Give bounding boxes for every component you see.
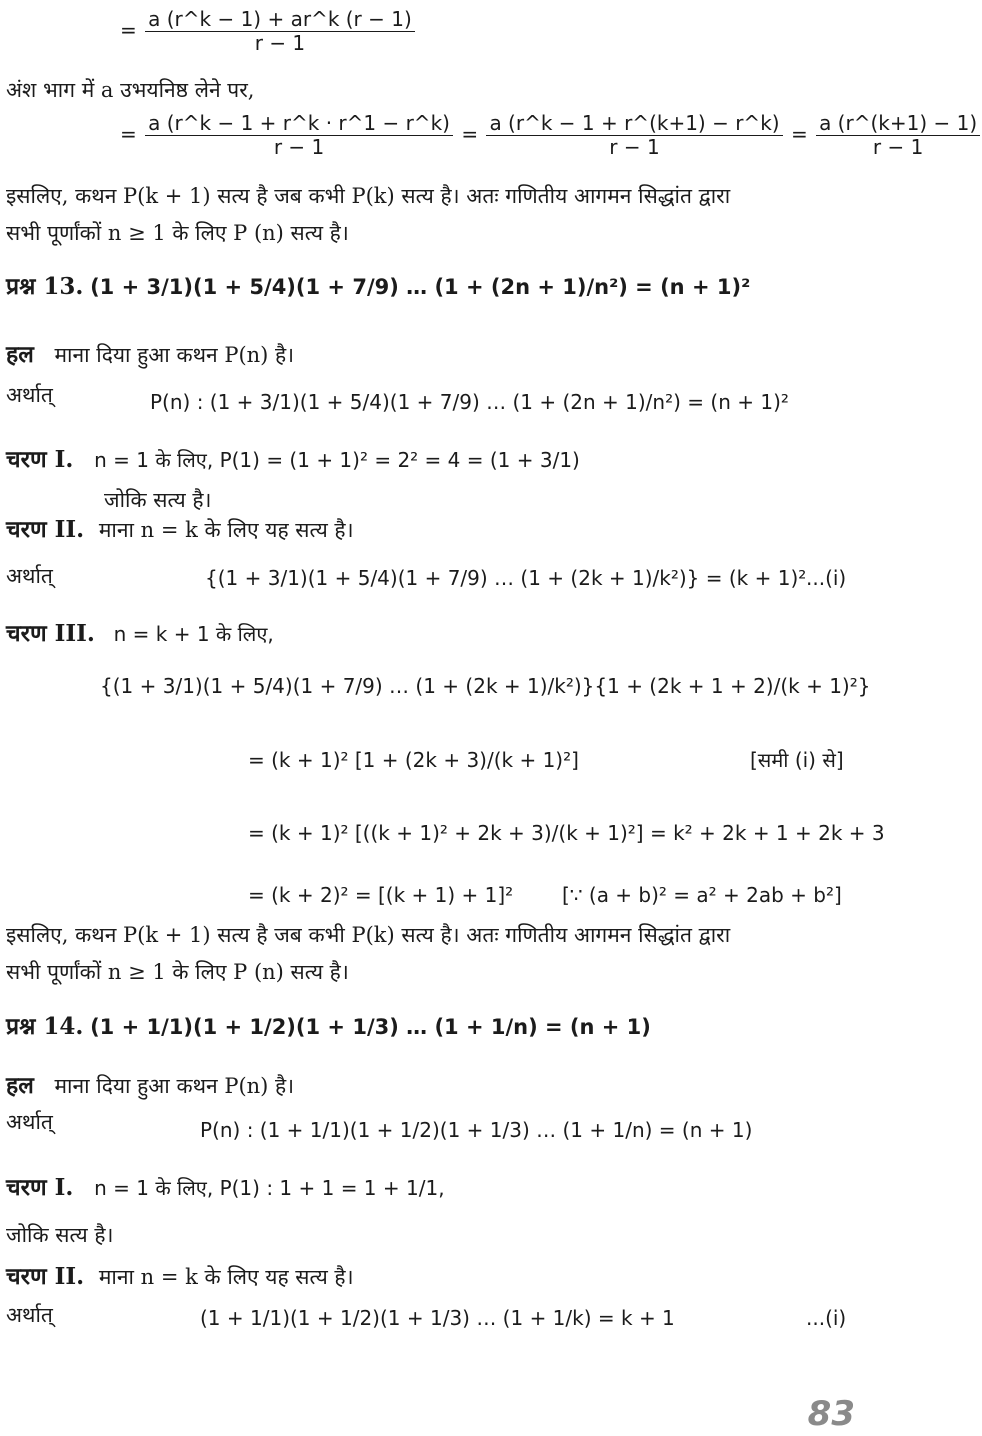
text-line: अंश भाग में a उभयनिष्ठ लेने पर, bbox=[6, 78, 255, 102]
equals-sign: = bbox=[790, 122, 808, 146]
arthat-label: अर्थात् bbox=[6, 1110, 53, 1134]
step-text: माना n = k के लिए यह सत्य है। bbox=[98, 1265, 354, 1289]
step-1-true: जोकि सत्य है। bbox=[104, 488, 212, 512]
step-text: n = 1 के लिए, P(1) = (1 + 1)² = 2² = 4 = (1 + 3/1) bbox=[94, 448, 580, 472]
equation-line-3 bbox=[120, 112, 982, 159]
step-label: चरण III. bbox=[6, 620, 95, 647]
denominator: r − 1 bbox=[609, 135, 660, 159]
fraction bbox=[145, 8, 415, 55]
equation-line-1 bbox=[120, 8, 417, 55]
question-14 bbox=[6, 1015, 651, 1038]
arthat-label: अर्थात् bbox=[6, 1303, 53, 1327]
statement-pn: P(n) : (1 + 3/1)(1 + 5/4)(1 + 7/9) … (1 + (2n + 1)/n²) = (n + 1)² bbox=[150, 390, 789, 414]
arthat-label: अर्थात् bbox=[6, 383, 53, 407]
identity-ref: [∵ (a + b)² = a² + 2ab + b²] bbox=[562, 883, 842, 907]
step-2 bbox=[6, 1265, 354, 1288]
denominator: r − 1 bbox=[254, 31, 306, 55]
fraction bbox=[486, 112, 782, 159]
solution-line bbox=[6, 1074, 294, 1097]
step-2 bbox=[6, 518, 354, 541]
step-3-equation-1: {(1 + 3/1)(1 + 5/4)(1 + 7/9) … (1 + (2k + 1)/k²)}{1 + (2k + 1 + 2)/(k + 1)²} bbox=[100, 674, 871, 698]
question-label: प्रश्न 13. bbox=[6, 273, 84, 300]
numerator: a (r^(k+1) − 1) bbox=[816, 112, 980, 136]
solution-line bbox=[6, 343, 294, 366]
numerator: a (r^k − 1 + r^k · r^1 − r^k) bbox=[145, 112, 453, 136]
step-3 bbox=[6, 622, 274, 645]
equation-ref: ...(i) bbox=[806, 1306, 847, 1330]
solution-text: माना दिया हुआ कथन P(n) है। bbox=[54, 1074, 295, 1098]
text-line: इसलिए, कथन P(k + 1) सत्य है जब कभी P(k) सत्य है। अतः गणितीय आगमन सिद्धांत द्वारा bbox=[6, 923, 731, 947]
equals-sign: = bbox=[461, 122, 479, 146]
solution-label: हल bbox=[6, 341, 34, 368]
step-1 bbox=[6, 1176, 445, 1199]
question-expression: (1 + 1/1)(1 + 1/2)(1 + 1/3) … (1 + 1/n) = (n + 1) bbox=[90, 1015, 651, 1039]
numerator: a (r^k − 1) + ar^k (r − 1) bbox=[145, 8, 415, 32]
solution-label: हल bbox=[6, 1072, 34, 1099]
fraction bbox=[816, 112, 980, 159]
step-2-equation: (1 + 1/1)(1 + 1/2)(1 + 1/3) … (1 + 1/k) = k + 1 bbox=[200, 1306, 675, 1330]
step-label: चरण II. bbox=[6, 1263, 85, 1290]
solution-text: माना दिया हुआ कथन P(n) है। bbox=[54, 343, 295, 367]
step-1-true: जोकि सत्य है। bbox=[6, 1223, 114, 1247]
text-line: सभी पूर्णांकों n ≥ 1 के लिए P (n) सत्य है। bbox=[6, 221, 349, 245]
step-3-equation-2: = (k + 1)² [1 + (2k + 3)/(k + 1)²] bbox=[248, 748, 579, 772]
equation-ref: [समी (i) से] bbox=[750, 748, 844, 772]
step-3-equation-3: = (k + 1)² [((k + 1)² + 2k + 3)/(k + 1)²] = k² + 2k + 1 + 2k + 3 bbox=[248, 821, 885, 845]
question-13 bbox=[6, 275, 750, 298]
statement-pn: P(n) : (1 + 1/1)(1 + 1/2)(1 + 1/3) … (1 + 1/n) = (n + 1) bbox=[200, 1118, 753, 1142]
step-label: चरण II. bbox=[6, 516, 85, 543]
step-2-equation: {(1 + 3/1)(1 + 5/4)(1 + 7/9) … (1 + (2k + 1)/k²)} = (k + 1)² bbox=[205, 566, 807, 590]
question-expression: (1 + 3/1)(1 + 5/4)(1 + 7/9) … (1 + (2n + 1)/n²) = (n + 1)² bbox=[90, 275, 751, 299]
fraction bbox=[145, 112, 453, 159]
text-line: इसलिए, कथन P(k + 1) सत्य है जब कभी P(k) सत्य है। अतः गणितीय आगमन सिद्धांत द्वारा bbox=[6, 184, 731, 208]
denominator: r − 1 bbox=[872, 135, 924, 159]
denominator: r − 1 bbox=[273, 135, 325, 159]
step-3-equation-4: = (k + 2)² = [(k + 1) + 1]² bbox=[248, 883, 514, 907]
step-label: चरण I. bbox=[6, 446, 74, 473]
step-text: n = 1 के लिए, P(1) : 1 + 1 = 1 + 1/1, bbox=[94, 1176, 445, 1200]
step-text: माना n = k के लिए यह सत्य है। bbox=[98, 518, 354, 542]
equation-ref: ...(i) bbox=[806, 566, 847, 590]
arthat-label: अर्थात् bbox=[6, 564, 53, 588]
equals-sign: = bbox=[120, 18, 137, 42]
question-label: प्रश्न 14. bbox=[6, 1013, 84, 1040]
equals-sign: = bbox=[120, 122, 137, 146]
step-text: n = k + 1 के लिए, bbox=[113, 622, 274, 646]
step-label: चरण I. bbox=[6, 1174, 74, 1201]
step-1 bbox=[6, 448, 580, 471]
page-number: 83 bbox=[807, 1394, 855, 1434]
numerator: a (r^k − 1 + r^(k+1) − r^k) bbox=[486, 112, 782, 136]
text-line: सभी पूर्णांकों n ≥ 1 के लिए P (n) सत्य है। bbox=[6, 960, 349, 984]
